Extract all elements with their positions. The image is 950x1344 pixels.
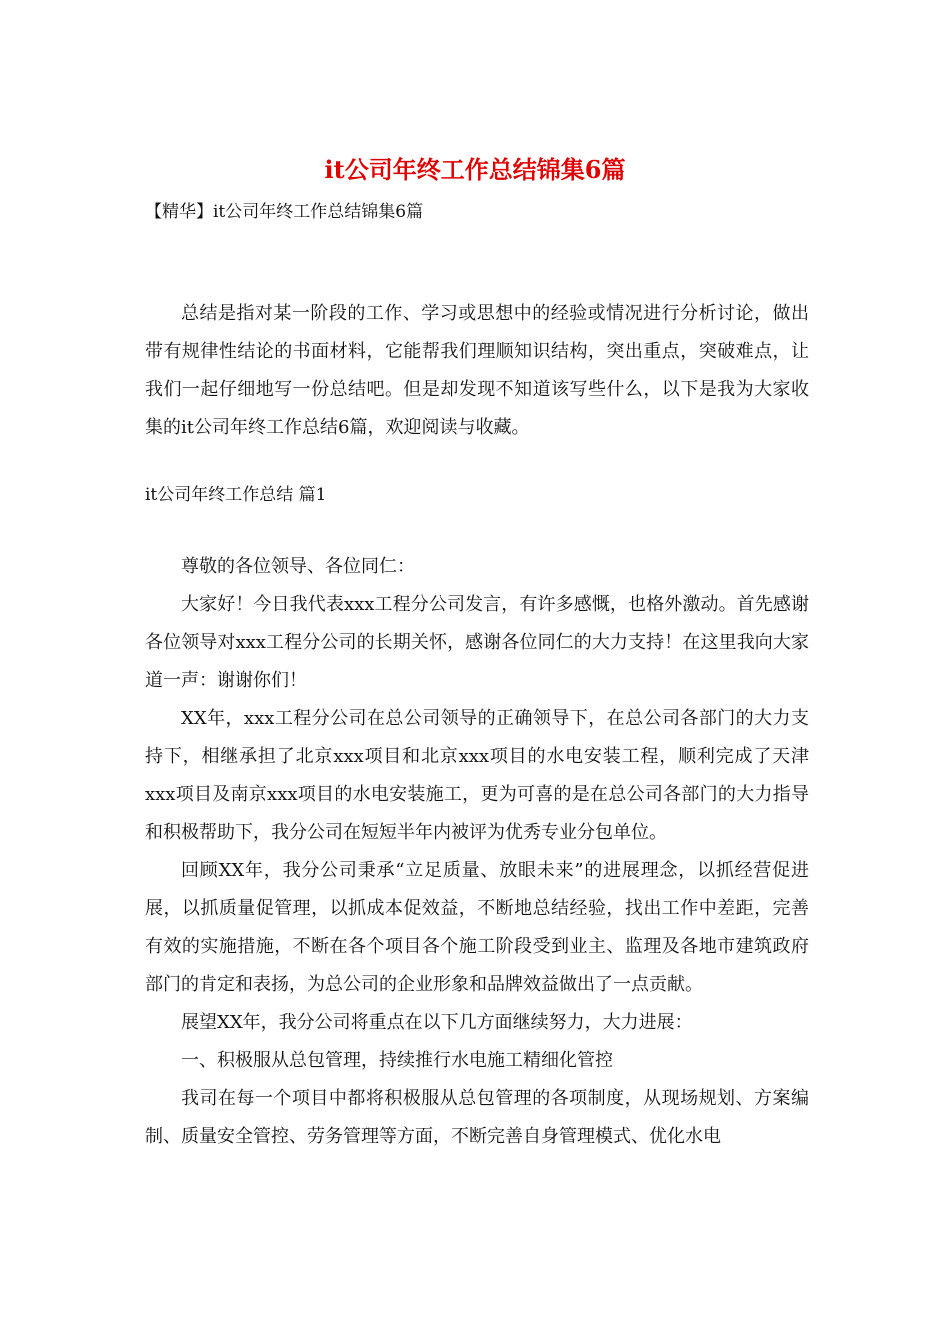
section-content: [145, 548, 809, 1156]
paragraph: 我司在每一个项目中都将积极服从总包管理的各项制度，从现场规划、方案编制、质量安全管控、劳务管理等方面，不断完善自身管理模式、优化水电: [145, 1088, 809, 1147]
paragraph: 回顾XX年，我分公司秉承“立足质量、放眼未来”的进展理念，以抓经营促进展，以抓质量促管理，以抓成本促效益，不断地总结经验，找出工作中差距，完善有效的实施措施，不断在各个项目各个施工阶段受到业主、监理及各地市建筑政府部门的肯定和表扬，为总公司的企业形象和品牌效益做出了一点贡献。: [145, 860, 809, 995]
section-heading: it公司年终工作总结 篇1: [145, 485, 327, 505]
paragraph: XX年，xxx工程分公司在总公司领导的正确领导下，在总公司各部门的大力支持下，相继承担了北京xxx项目和北京xxx项目的水电安装工程，顺利完成了天津xxx项目及南京xxx项目的水电安装施工，更为可喜的是在总公司各部门的大力指导和积极帮助下，我分公司在短短半年内被评为优秀专业分包单位。: [145, 708, 809, 843]
paragraph: 一、积极服从总包管理，持续推行水电施工精细化管控: [181, 1050, 613, 1071]
paragraph: 大家好！今日我代表xxx工程分公司发言，有许多感慨，也格外激动。首先感谢各位领导对xxx工程分公司的长期关怀，感谢各位同仁的大力支持！在这里我向大家道一声：谢谢你们！: [145, 594, 809, 691]
paragraph: 展望XX年，我分公司将重点在以下几方面继续努力，大力进展：: [181, 1012, 693, 1033]
intro-paragraph: 总结是指对某一阶段的工作、学习或思想中的经验或情况进行分析讨论，做出带有规律性结论的书面材料，它能帮我们理顺知识结构，突出重点，突破难点，让我们一起仔细地写一份总结吧。但是却发现不知道该写些什么，以下是我为大家收集的it公司年终工作总结6篇，欢迎阅读与收藏。: [145, 303, 809, 438]
paragraph: 尊敬的各位领导、各位同仁：: [181, 556, 415, 577]
document-title: it公司年终工作总结锦集6篇: [324, 155, 626, 184]
intro-block: [145, 295, 809, 447]
document-subtitle: 【精华】it公司年终工作总结锦集6篇: [145, 202, 424, 222]
